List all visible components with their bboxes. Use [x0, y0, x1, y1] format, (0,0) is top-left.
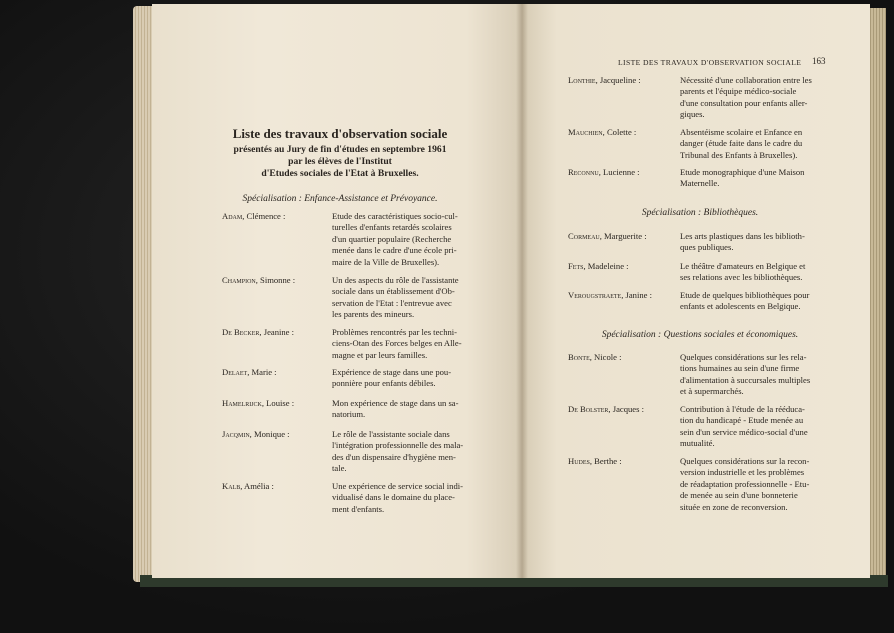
- entry-author: [222, 327, 294, 337]
- author-given-name: Jeanine :: [261, 327, 295, 337]
- entry-author: [568, 75, 641, 85]
- entry-description-line: Maternelle.: [680, 178, 720, 189]
- author-given-name: Clémence :: [244, 211, 286, 221]
- entry-description-line: Le théâtre d'amateurs en Belgique et: [680, 261, 806, 271]
- entry-description-line: Le rôle de l'assistante sociale dans: [332, 429, 450, 439]
- entry-description-line: natorium.: [332, 409, 366, 420]
- entry-author: [222, 211, 285, 221]
- author-given-name: Louise :: [264, 398, 295, 408]
- author-surname: Champion,: [222, 275, 258, 285]
- entry-author: [568, 127, 636, 137]
- entry-author: [568, 290, 652, 300]
- entry-description-line: Mon expérience de stage dans un sa-: [332, 398, 459, 408]
- author-given-name: Berthe :: [592, 456, 622, 466]
- author-given-name: Colette :: [604, 127, 637, 137]
- entry-description-line: Une expérience de service social indi-: [332, 481, 463, 491]
- document-title: Liste des travaux d'observation sociale: [232, 126, 448, 141]
- author-given-name: Amélia :: [242, 481, 274, 491]
- entry-description-line: tale.: [332, 463, 347, 474]
- author-surname: Mauchien,: [568, 127, 605, 137]
- author-given-name: Janine :: [623, 290, 652, 300]
- running-header: LISTE DES TRAVAUX D'OBSERVATION SOCIALE: [618, 58, 802, 67]
- subtitle-line-3: d'Etudes sociales de l'Etat à Bruxelles.: [261, 168, 419, 179]
- author-surname: De Bolster,: [568, 404, 611, 414]
- author-surname: Reconnu,: [568, 167, 601, 177]
- author-given-name: Marguerite :: [601, 231, 647, 241]
- author-given-name: Lucienne :: [600, 167, 640, 177]
- author-surname: De Becker,: [222, 327, 262, 337]
- book-page-edges-right: [868, 8, 886, 582]
- entry-description-line: ponnière pour enfants débiles.: [332, 378, 436, 389]
- entry-description-line: sein d'un service médico-social d'une: [680, 426, 808, 437]
- entry-author: [222, 481, 274, 491]
- author-given-name: Monique :: [251, 429, 290, 439]
- subtitle-line-1: présentés au Jury de fin d'études en septembre 1961: [233, 144, 447, 155]
- author-surname: Kalb,: [222, 481, 243, 491]
- section-heading-enfance: Spécialisation : Enfance-Assistance et Prévoyance.: [242, 194, 438, 204]
- entry-author: [222, 367, 277, 377]
- entry-description-line: Expérience de stage dans une pou-: [332, 367, 452, 377]
- entry-description-line: servation de l'Etat : l'entrevue avec: [332, 297, 452, 308]
- entry-description-line: d'une consultation pour enfants aller-: [680, 97, 808, 108]
- entry-description-line: ses relations avec les bibliothèques.: [680, 272, 803, 283]
- author-surname: Delaet,: [222, 367, 250, 377]
- entry-description-line: version industrielle et les problèmes: [680, 467, 805, 478]
- author-surname: Hudes,: [568, 456, 593, 466]
- entry-description-line: sociale dans un établissement d'Ob-: [332, 286, 455, 297]
- entry-author: [222, 275, 295, 285]
- author-surname: Bonte,: [568, 352, 592, 362]
- entry-description-line: magne et par leurs familles.: [332, 349, 428, 360]
- entry-author: [568, 231, 647, 241]
- entry-description-line: giques.: [680, 109, 705, 120]
- subtitle-line-2: par les élèves de l'Institut: [288, 156, 392, 167]
- entry-description-line: les parents des mineurs.: [332, 309, 415, 320]
- entry-author: [568, 352, 621, 362]
- author-given-name: Madeleine :: [585, 261, 629, 271]
- author-surname: Verougstraete,: [568, 290, 624, 300]
- section-heading-questions-sociales: Spécialisation : Questions sociales et économiques.: [601, 330, 799, 340]
- entry-description-line: Tribunal des Enfants à Bruxelles).: [680, 149, 798, 160]
- author-given-name: Simonne :: [257, 275, 296, 285]
- entry-author: [222, 398, 294, 408]
- entry-author: [568, 404, 644, 414]
- entry-description-line: d'alimentation à succursales multiples: [680, 374, 811, 385]
- entry-description-line: Nécessité d'une collaboration entre les: [680, 75, 812, 85]
- entry-description-line: Quelques considérations sur les rela-: [680, 352, 807, 362]
- entry-description-line: Contribution à l'étude de la rééduca-: [680, 404, 805, 414]
- entry-description-line: parents et l'équipe médico-sociale: [680, 86, 797, 97]
- book-gutter: [516, 4, 528, 578]
- entry-description-line: Etude de quelques bibliothèques pour: [680, 290, 810, 300]
- author-given-name: Marie :: [249, 367, 277, 377]
- entry-description-line: danger (étude faite dans le cadre du: [680, 138, 803, 149]
- entry-description-line: et à supermarchés.: [680, 386, 744, 397]
- entry-description-line: Absentéisme scolaire et Enfance en: [680, 127, 803, 137]
- entry-author: [222, 429, 290, 439]
- entry-description-line: maire de la Ville de Bruxelles).: [332, 256, 440, 267]
- entry-description-line: tions humaines au sein d'une firme: [680, 363, 800, 374]
- entry-description-line: ment d'enfants.: [332, 503, 385, 514]
- entry-description-line: Problèmes rencontrés par les techni-: [332, 327, 458, 337]
- author-surname: Jacqmin,: [222, 429, 252, 439]
- entry-author: [568, 261, 629, 271]
- entry-description-line: Etude monographique d'une Maison: [680, 167, 805, 177]
- author-given-name: Jacqueline :: [597, 75, 641, 85]
- entry-description-line: ques publiques.: [680, 242, 734, 253]
- page-number: 163: [812, 56, 826, 66]
- entry-description-line: vidualisé dans le domaine du place-: [332, 492, 455, 503]
- author-given-name: Nicole :: [591, 352, 622, 362]
- entry-description-line: Quelques considérations sur la recon-: [680, 456, 810, 466]
- author-surname: Cormeau,: [568, 231, 602, 241]
- entry-description-line: située en zone de reconversion.: [680, 501, 788, 512]
- entry-description-line: enfants et adolescents en Belgique.: [680, 301, 801, 312]
- entry-description-line: l'intégration professionnelle des mala-: [332, 440, 464, 451]
- entry-description-line: de réadaptation professionnelle - Etu-: [680, 478, 810, 489]
- author-surname: Hamelrijck,: [222, 398, 265, 408]
- author-surname: Fets,: [568, 261, 586, 271]
- entry-description-line: mutualité.: [680, 438, 715, 449]
- entry-author: [568, 167, 640, 177]
- entry-description-line: Etude des caractéristiques socio-cul-: [332, 211, 458, 221]
- entry-description-line: turelles d'enfants retardés scolaires: [332, 222, 452, 233]
- entry-author: [568, 456, 622, 466]
- author-surname: Adam,: [222, 211, 245, 221]
- author-surname: Lonthie,: [568, 75, 598, 85]
- author-given-name: Jacques :: [610, 404, 644, 414]
- entry-description-line: ciens-Otan des Forces belges en Alle-: [332, 338, 462, 349]
- entry-description-line: tion du handicapé - Etude menée au: [680, 415, 804, 426]
- entry-description-line: menée dans le cadre d'une école pri-: [332, 245, 457, 256]
- entry-description-line: des d'un dispensaire d'hygiène men-: [332, 451, 456, 462]
- entry-description-line: d'un quartier populaire (Recherche: [332, 233, 452, 244]
- entry-description-line: Les arts plastiques dans les biblioth-: [680, 231, 805, 241]
- entry-description-line: de menée au sein d'une bonneterie: [680, 490, 798, 501]
- section-heading-bibliotheques: Spécialisation : Bibliothèques.: [641, 208, 759, 218]
- entry-description-line: Un des aspects du rôle de l'assistante: [332, 275, 459, 285]
